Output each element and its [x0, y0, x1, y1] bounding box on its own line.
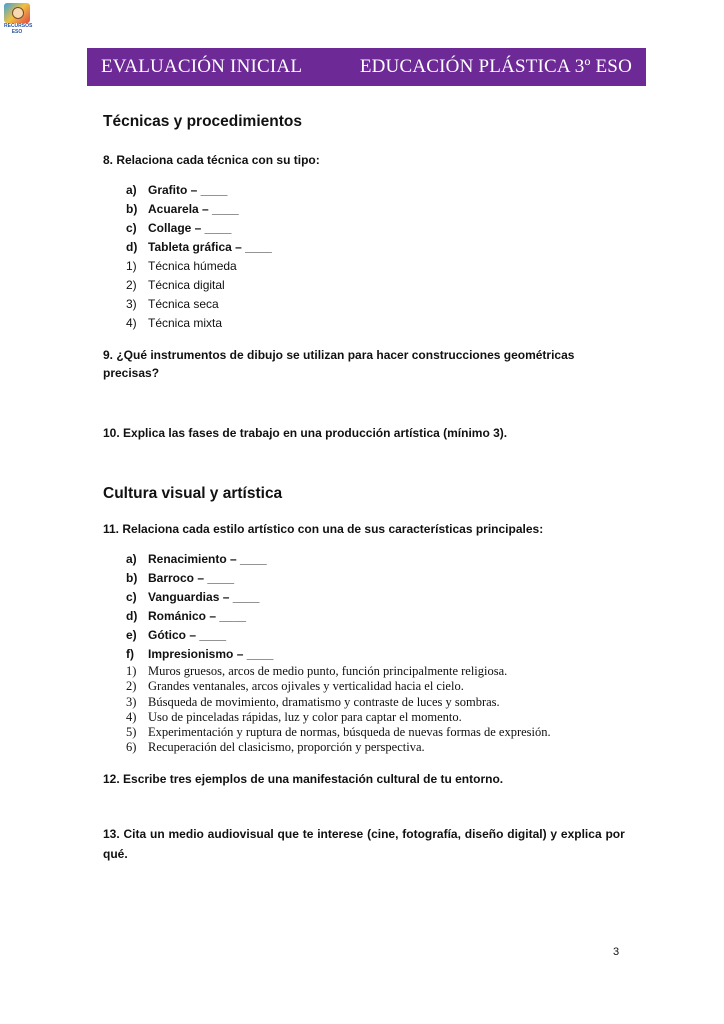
- list-item: 3) Búsqueda de movimiento, dramatismo y contraste de luces y sombras.: [126, 694, 500, 709]
- question-11-list: [103, 550, 623, 756]
- list-item: a) Grafito – ____: [126, 183, 228, 197]
- list-item: d) Tableta gráfica – ____: [126, 240, 272, 254]
- question-13: [103, 824, 623, 864]
- logo-text: RECURSOS ESO: [4, 23, 33, 35]
- list-item: 4) Técnica mixta: [126, 316, 223, 330]
- document-body: [103, 112, 623, 864]
- question-12: 12. Escribe tres ejemplos de una manifestación cultural de tu entorno.: [103, 771, 504, 786]
- section-title-techniques: Técnicas y procedimientos: [103, 113, 302, 130]
- list-item: 3) Técnica seca: [126, 297, 219, 311]
- question-8-list: [103, 181, 623, 333]
- list-item: 5) Experimentación y ruptura de normas, búsqueda de nuevas formas de expresión.: [126, 725, 551, 740]
- question-13-line-2: qué.: [103, 846, 128, 861]
- list-item: a) Renacimiento – ____: [126, 552, 267, 566]
- list-item: f) Impresionismo – ____: [126, 647, 274, 661]
- header-banner: [87, 48, 646, 86]
- list-item: 2) Grandes ventanales, arcos ojivales y verticalidad hacia el cielo.: [126, 679, 464, 694]
- list-item: b) Acuarela – ____: [126, 202, 239, 216]
- question-8: 8. Relaciona cada técnica con su tipo:: [103, 153, 320, 167]
- list-item: 4) Uso de pinceladas rápidas, luz y color para captar el momento.: [126, 709, 462, 724]
- list-item: c) Vanguardias – ____: [126, 590, 260, 604]
- logo: [4, 3, 33, 35]
- list-item: c) Collage – ____: [126, 221, 232, 235]
- list-item: d) Románico – ____: [126, 609, 247, 623]
- question-13-line-1: 13. Cita un medio audiovisual que te interese (cine, fotografía, diseño digital) y explica por: [103, 826, 625, 841]
- list-item: 1) Técnica húmeda: [126, 259, 237, 273]
- list-item: e) Gótico – ____: [126, 628, 227, 642]
- list-item: b) Barroco – ____: [126, 571, 235, 585]
- list-item: 6) Recuperación del clasicismo, proporción y perspectiva.: [126, 740, 425, 755]
- section-title-culture: Cultura visual y artística: [103, 485, 283, 502]
- list-item: 1) Muros gruesos, arcos de medio punto, función principalmente religiosa.: [126, 664, 508, 678]
- question-9: 9. ¿Qué instrumentos de dibujo se utilizan para hacer construcciones geométricas precisas?: [103, 348, 575, 380]
- logo-image: [4, 3, 30, 23]
- header-left-title: EVALUACIÓN INICIAL: [101, 56, 303, 77]
- list-item: 2) Técnica digital: [126, 278, 225, 292]
- header-right-title: EDUCACIÓN PLÁSTICA 3º ESO: [359, 56, 632, 77]
- page-number: 3: [613, 946, 620, 958]
- question-11: 11. Relaciona cada estilo artístico con una de sus características principales:: [103, 522, 544, 536]
- question-10: 10. Explica las fases de trabajo en una producción artística (mínimo 3).: [103, 426, 508, 440]
